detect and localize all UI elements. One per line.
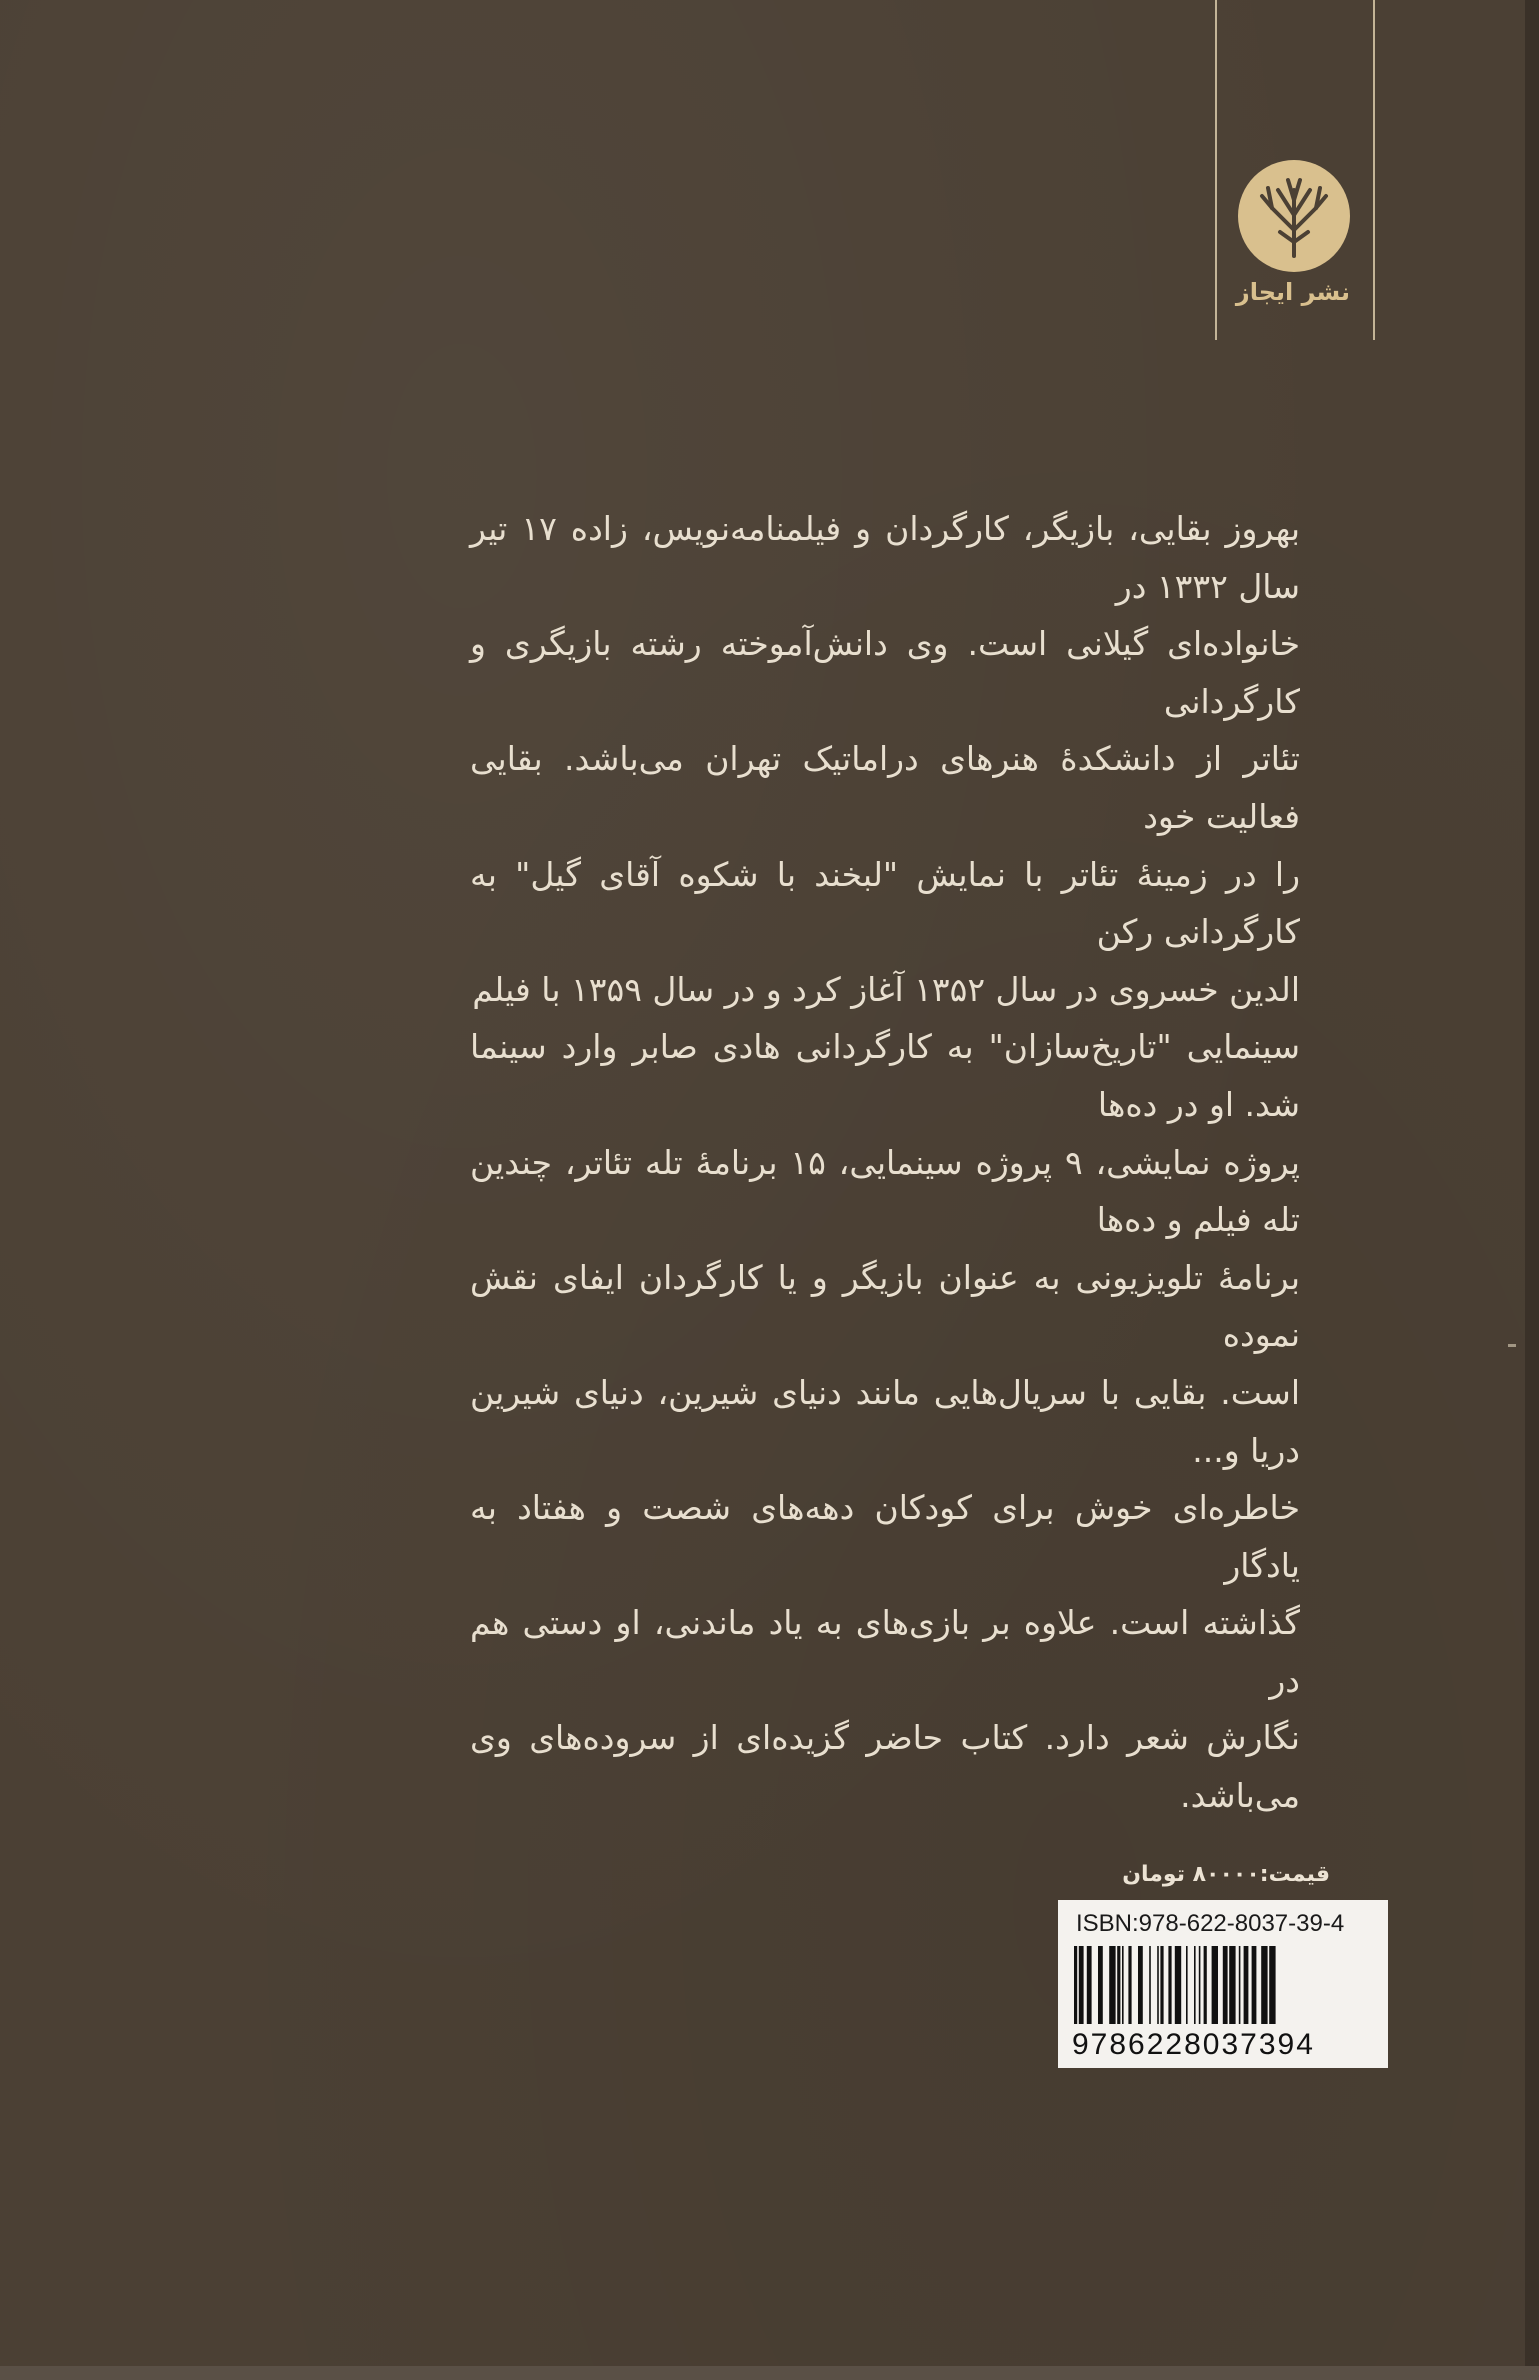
publisher-name: نشر ایجاز [1235, 278, 1350, 306]
bio-line: برنامهٔ تلویزیونی به عنوان بازیگر و یا کارگردان ایفای نقش نموده [470, 1257, 1300, 1355]
logo-divider-right [1373, 0, 1375, 340]
barcode-bar [1157, 1946, 1159, 2024]
bio-line: سینمایی "تاریخ‌سازان" به کارگردانی هادی صابر وارد سینما شد. او در ده‌ها [470, 1027, 1300, 1124]
barcode-bar [1087, 1946, 1092, 2024]
bio-line: تئاتر از دانشکدهٔ هنرهای دراماتیک تهران می‌باشد. بقایی فعالیت خود [470, 739, 1300, 836]
bio-line: گذاشته است. علاوه بر بازی‌های به یاد ماندنی، او دستی هم در [470, 1603, 1300, 1700]
barcode-bar [1204, 1946, 1207, 2024]
barcode-bar [1117, 1946, 1120, 2024]
barcode-bar [1229, 1946, 1235, 2024]
barcode-bar [1079, 1946, 1084, 2024]
bio-line: خانواده‌ای گیلانی است. وی دانش‌آموخته رشته بازیگری و کارگردانی [470, 624, 1300, 721]
barcode-bar [1109, 1946, 1115, 2024]
barcode-bar [1194, 1946, 1196, 2024]
mark [1508, 1344, 1516, 1347]
barcode-bar [1074, 1946, 1077, 2024]
barcode-bar [1223, 1946, 1228, 2024]
author-biography [470, 500, 1300, 1825]
barcode-bar [1098, 1946, 1103, 2024]
barcode-bar [1244, 1946, 1249, 2024]
bio-line: پروژه نمایشی، ۹ پروژه سینمایی، ۱۵ برنامهٔ تله تئاتر، چندین تله فیلم و ده‌ها [470, 1142, 1300, 1240]
barcode-bar [1261, 1946, 1267, 2024]
barcode-bar [1168, 1946, 1171, 2024]
barcode-bar [1239, 1946, 1241, 2024]
barcode-bar [1252, 1946, 1257, 2024]
barcode-digits: 9786228037394 [1072, 2028, 1315, 2061]
barcode-bar [1269, 1946, 1275, 2024]
bottom-edge [0, 2366, 1539, 2380]
bio-line: است. بقایی با سریال‌هایی مانند دنیای شیرین، دنیای شیرین دریا و... [470, 1372, 1300, 1470]
bio-line: الدین خسروی در سال ۱۳۵۲ آغاز کرد و در سال ۱۳۵۹ با فیلم [472, 969, 1300, 1009]
isbn-label: ISBN:978-622-8037-39-4 [1076, 1910, 1345, 1937]
bio-line: را در زمینهٔ تئاتر با نمایش "لبخند با شکوه آقای گیل" به کارگردانی رکن [470, 854, 1300, 952]
bio-line: بهروز بقایی، بازیگر، کارگردان و فیلمنامه‌نویس، زاده ۱۷ تیر سال ۱۳۳۲ در [470, 509, 1301, 606]
logo-divider-left [1215, 0, 1217, 340]
barcode-bar [1160, 1946, 1163, 2024]
barcode-bar [1138, 1946, 1143, 2024]
barcode-bar [1199, 1946, 1201, 2024]
bio-line: خاطره‌ای خوش برای کودکان دهه‌های شصت و هفتاد به یادگار [470, 1488, 1300, 1585]
barcode-bar [1175, 1946, 1181, 2024]
barcode-panel [1058, 1900, 1388, 2068]
right-edge-shadow [1525, 0, 1539, 2380]
price-label: قیمت:۸۰۰۰۰ تومان [1122, 1862, 1330, 1887]
publisher-logo [1235, 160, 1350, 310]
barcode-icon [1070, 1946, 1376, 2026]
barcode-bar [1149, 1946, 1151, 2024]
barcode-bar [1186, 1946, 1188, 2024]
bio-line: نگارش شعر دارد. کتاب حاضر گزیده‌ای از سروده‌های وی می‌باشد. [470, 1718, 1300, 1816]
barcode-bar [1212, 1946, 1218, 2024]
tree-icon [1238, 160, 1350, 272]
barcode-bar [1128, 1946, 1131, 2024]
barcode-bar [1122, 1946, 1124, 2024]
